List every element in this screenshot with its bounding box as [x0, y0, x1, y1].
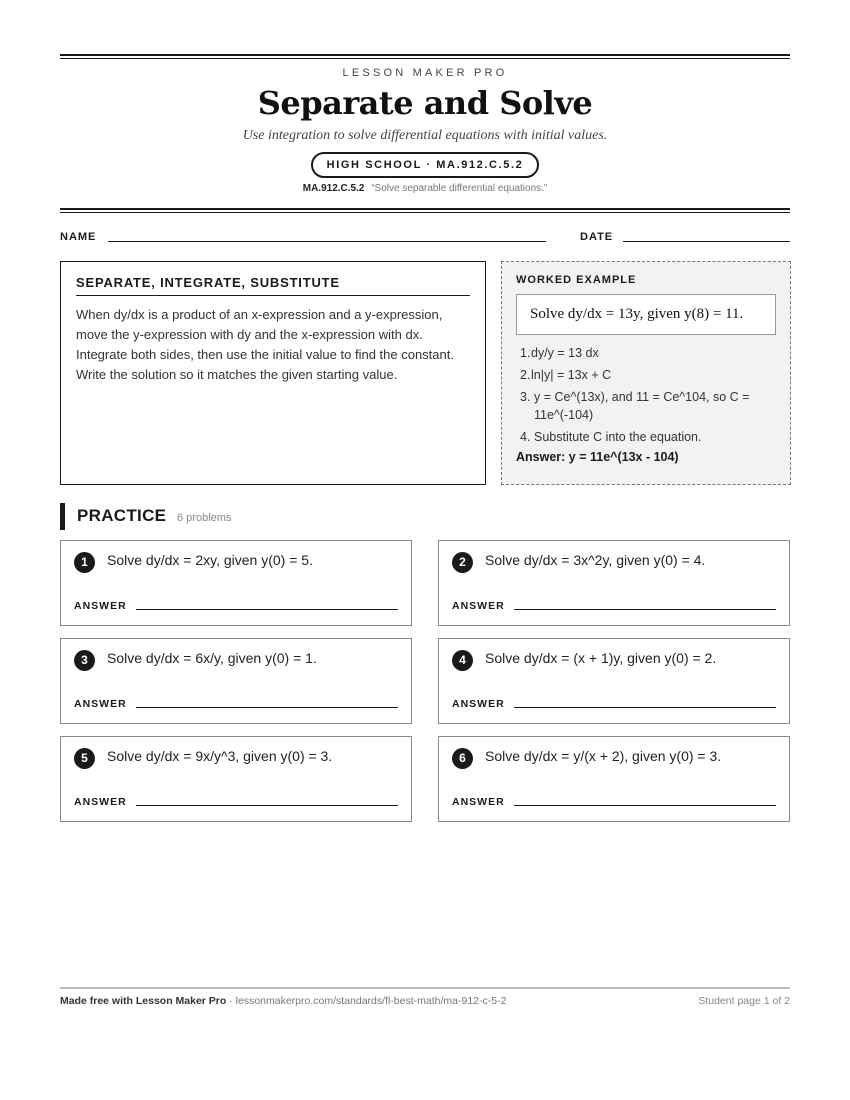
worked-example-steps: [516, 344, 776, 446]
problem-text: Solve dy/dx = 3x^2y, given y(0) = 4.: [485, 552, 706, 568]
problem-card: [60, 540, 412, 626]
problem-text: Solve dy/dx = (x + 1)y, given y(0) = 2.: [485, 650, 717, 666]
problem-number-badge: 4: [452, 650, 473, 671]
page-title: Separate and Solve: [257, 84, 593, 122]
standard-text: “Solve separable differential equations.”: [371, 183, 548, 194]
problem-number-badge: 6: [452, 748, 473, 769]
footer-made-with: Made free with Lesson Maker Pro: [60, 995, 227, 1007]
step-item: 3. y = Ce^(13x), and 11 = Ce^104, so C = 11e^(-104): [520, 390, 750, 422]
brand-name: LESSON MAKER PRO: [342, 67, 508, 79]
step-item: 1. dy/y = 13 dx: [520, 346, 599, 360]
header-top-rule: [60, 54, 790, 59]
header-bottom-rule: [60, 208, 790, 213]
footer-url[interactable]: · lessonmakerpro.com/standards/fl-best-math/ma-912-c-5-2: [226, 995, 507, 1007]
problem-card: [60, 638, 412, 724]
answer-field[interactable]: [136, 609, 398, 610]
answer-field[interactable]: [136, 707, 398, 708]
grade-standard-badge: HIGH SCHOOL · MA.912.C.5.2: [311, 152, 540, 178]
answer-label: ANSWER: [452, 600, 505, 612]
answer-field[interactable]: [136, 805, 398, 806]
worked-example-answer: Answer: y = 11e^(13x - 104): [516, 450, 679, 464]
practice-count: 6 problems: [177, 512, 232, 524]
answer-label: ANSWER: [452, 698, 505, 710]
problem-number-badge: 2: [452, 552, 473, 573]
problem-text: Solve dy/dx = 6x/y, given y(0) = 1.: [107, 650, 317, 666]
concept-box: [60, 261, 486, 485]
answer-label: ANSWER: [74, 698, 127, 710]
answer-label: ANSWER: [74, 600, 127, 612]
worked-example-box: [501, 261, 791, 485]
worked-example-problem: Solve dy/dx = 13y, given y(8) = 11.: [516, 294, 776, 335]
answer-label: ANSWER: [452, 796, 505, 808]
date-label: DATE: [580, 231, 614, 243]
concept-body: When dy/dx is a product of an x-expression and a y-expression, move the y-expression with dy and the x-expression with dx. Integrate both sides, then use the initial value to find the constant. Write the solution so it matches the given starting value.: [76, 307, 454, 382]
problem-card: [438, 540, 790, 626]
footer-credit: [60, 995, 506, 1007]
problem-text: Solve dy/dx = 9x/y^3, given y(0) = 3.: [107, 748, 333, 764]
problem-card: [438, 638, 790, 724]
concept-heading: SEPARATE, INTEGRATE, SUBSTITUTE: [76, 275, 470, 296]
standard-description: [0, 183, 850, 194]
problem-number-badge: 1: [74, 552, 95, 573]
problem-number-badge: 3: [74, 650, 95, 671]
answer-label: ANSWER: [74, 796, 127, 808]
problem-text: Solve dy/dx = 2xy, given y(0) = 5.: [107, 552, 313, 568]
problem-text: Solve dy/dx = y/(x + 2), given y(0) = 3.: [485, 748, 722, 764]
practice-heading: PRACTICE: [77, 506, 167, 525]
answer-field[interactable]: [514, 707, 776, 708]
date-field[interactable]: [623, 241, 790, 242]
name-label: NAME: [60, 231, 97, 243]
problem-card: [60, 736, 412, 822]
problem-card: [438, 736, 790, 822]
step-item: 4. Substitute C into the equation.: [520, 430, 702, 444]
standard-code: MA.912.C.5.2: [302, 183, 365, 194]
problem-number-badge: 5: [74, 748, 95, 769]
step-item: 2. ln|y| = 13x + C: [520, 368, 612, 382]
practice-accent-bar: [60, 503, 65, 530]
answer-field[interactable]: [514, 805, 776, 806]
page-subtitle: Use integration to solve differential equations with initial values.: [242, 128, 608, 143]
name-field[interactable]: [108, 241, 546, 242]
footer-page-number: Student page 1 of 2: [698, 995, 790, 1007]
footer-rule: [60, 987, 790, 989]
answer-field[interactable]: [514, 609, 776, 610]
worked-example-heading: WORKED EXAMPLE: [516, 274, 637, 286]
